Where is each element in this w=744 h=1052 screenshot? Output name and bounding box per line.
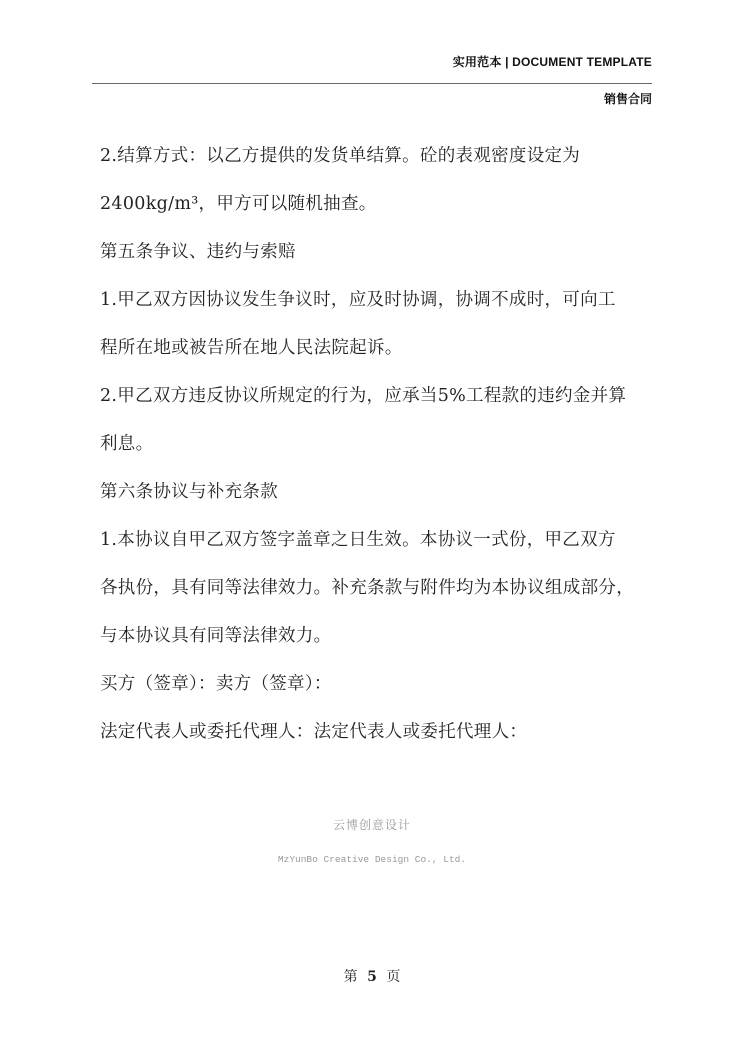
body-line: 利息。 — [100, 434, 154, 454]
body-line: 1.甲乙双方因协议发生争议时，应及时协调，协调不成时，可向工 — [100, 290, 616, 310]
footer-company-en: MzYunBo Creative Design Co., Ltd. — [277, 854, 467, 865]
body-line: 2400kg/m³，甲方可以随机抽查。 — [100, 194, 377, 214]
body-line: 2.甲乙双方违反协议所规定的行为，应承当5%工程款的违约金并算 — [100, 386, 627, 406]
footer-company-cn: 云博创意设计 — [332, 818, 411, 832]
section-heading: 第五条争议、违约与索赔 — [100, 242, 296, 262]
header-subtitle: 销售合同 — [603, 92, 652, 106]
page-number-value: 5 — [367, 969, 377, 985]
document-body — [100, 140, 660, 764]
page-prefix: 第 — [343, 969, 358, 985]
page-suffix: 页 — [386, 969, 401, 985]
body-line: 程所在地或被告所在地人民法院起诉。 — [100, 338, 403, 358]
page-number — [0, 966, 744, 986]
body-line: 与本协议具有同等法律效力。 — [100, 626, 332, 646]
body-line: 1.本协议自甲乙双方签字盖章之日生效。本协议一式份，甲乙双方 — [100, 530, 616, 550]
signature-line: 买方（签章）：卖方（签章）： — [100, 674, 332, 694]
header-divider — [92, 83, 652, 84]
signature-line: 法定代表人或委托代理人：法定代表人或委托代理人： — [100, 722, 528, 742]
body-line: 各执份，具有同等法律效力。补充条款与附件均为本协议组成部分， — [100, 578, 634, 598]
header-title: 实用范本 | DOCUMENT TEMPLATE — [452, 55, 652, 69]
body-line: 2.结算方式：以乙方提供的发货单结算。砼的表观密度设定为 — [100, 146, 581, 166]
section-heading: 第六条协议与补充条款 — [100, 482, 278, 502]
